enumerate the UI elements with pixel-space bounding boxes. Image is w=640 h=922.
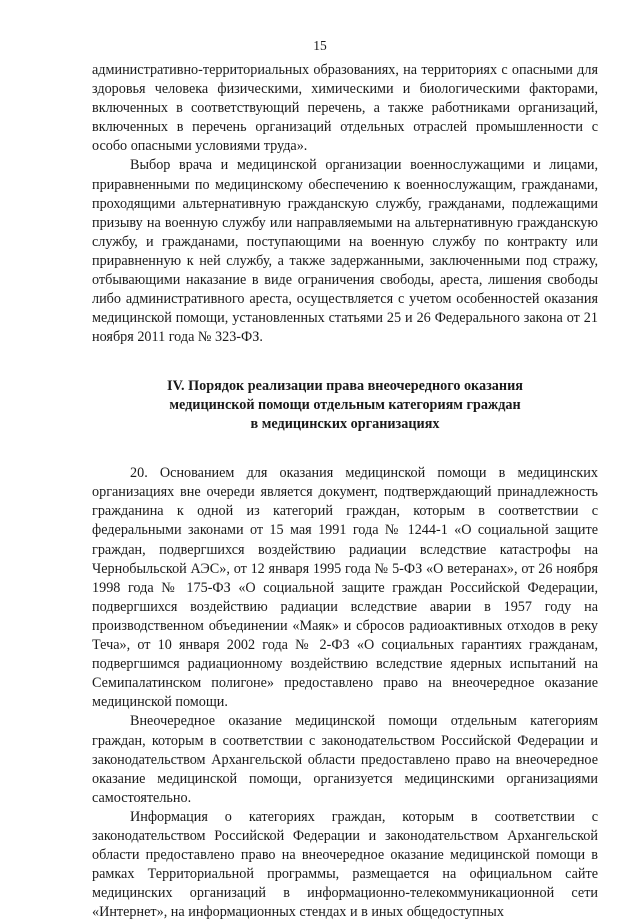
document-body [92,61,598,922]
paragraph-priority-care: Внеочередное оказание медицинской помощи отдельным категориям граждан, которым в соответствии с законодательством Российской Федерации и законодательством Архангельской области предоставлено право на внеочередное оказание медицинской помощи, организуется медицинскими организациями самостоятельно. [92,713,598,806]
paragraph-item-20: 20. Основанием для оказания медицинской помощи в медицинских организациях вне очереди является документ, подтверждающий принадлежность гражданина к одной из категорий граждан, которым в соответствии с федеральными законами от 15 мая 1991 года № 1244-1 «О социальной защите граждан, подвергшихся воздействию радиации вследствие катастрофы на Чернобыльской АЭС», от 12 января 1995 года № 5-ФЗ «О ветеранах», от 26 ноября 1998 года № 175-ФЗ «О социальной защите граждан Российской Федерации, подвергшихся воздействию радиации вследствие аварии в 1957 году на производственном объединении «Маяк» и сбросов радиоактивных отходов в реку Теча», от 10 января 2002 года № 2-ФЗ «О социальных гарантиях гражданам, подвергшимся радиационному воздействию вследствие ядерных испытаний на Семипалатинском полигоне» предоставлено право на внеочередное оказание медицинской помощи. [92,465,598,711]
paragraph-doctor-choice: Выбор врача и медицинской организации военнослужащими и лицами, приравненными по медицинскому обеспечению к военнослужащим, гражданами, проходящими альтернативную гражданскую службу, гражданами, подлежащими призыву на военную службу или направляемыми на альтернативную гражданскую службу, и гражданами, поступающими на военную службу по контракту или приравненную к ней службу, а также задержанными, заключенными под стражу, отбывающими наказание в виде ограничения свободы, ареста, лишения свободы либо административного ареста, осуществляется с учетом особенностей оказания медицинской помощи, установленных статьями 25 и 26 Федерального закона от 21 ноября 2011 года № 323-ФЗ. [92,157,598,346]
section-heading-line-1: IV. Порядок реализации права внеочередного оказания [167,378,523,395]
section-heading-line-3: в медицинских организациях [250,415,440,432]
paragraph-information: Информация о категориях граждан, которым в соответствии с законодательством Российской Федерации и законодательством Архангельской области предоставлено право на внеочередное оказание медицинской помощи в рамках Территориальной программы, размещается на официальном сайте медицинских организаций в информационно-телекоммуникационной сети «Интернет», на информационных стендах и в иных общедоступных [92,808,598,921]
section-heading-line-2: медицинской помощи отдельным категориям граждан [169,397,521,413]
page-number: 15 [313,38,327,53]
section-heading [92,377,598,433]
paragraph-continuation: административно-территориальных образованиях, на территориях с опасными для здоровья человека физическими, химическими и биологическими факторами, включенных в соответствующий перечень, а также работниками организаций, включенных в перечень организаций отдельных отраслей промышленности с особо опасными условиями труда». [92,62,598,155]
